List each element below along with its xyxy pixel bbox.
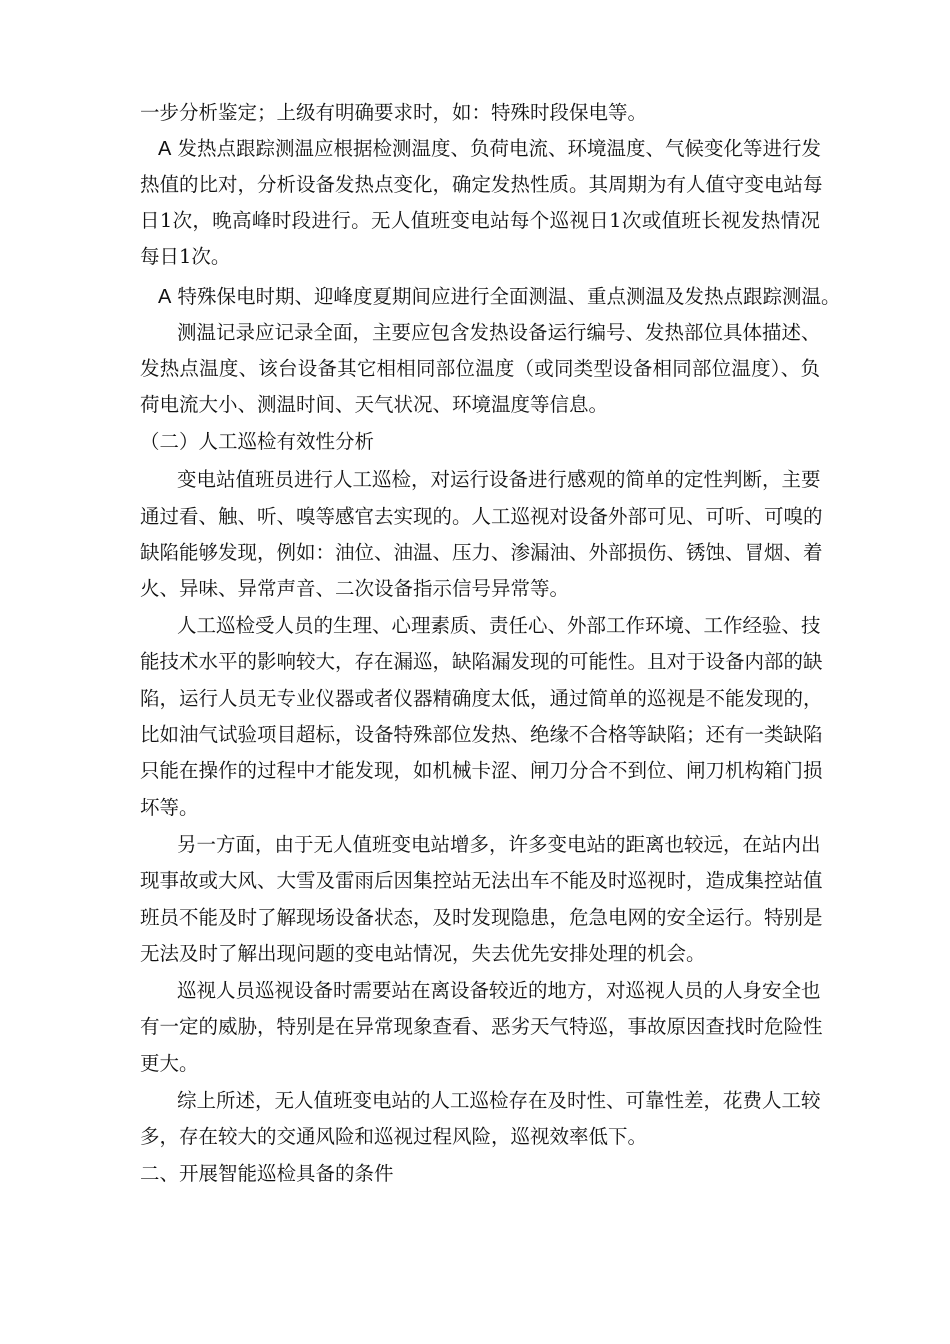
section-heading: 二、开展智能巡检具备的条件 xyxy=(140,1162,394,1185)
bullet-mark: A xyxy=(158,138,172,160)
text-line: 特殊保电时期、迎峰度夏期间应进行全面测温、重点测温及发热点跟踪测温。 xyxy=(177,285,841,308)
text-line: 热值的比对，分析设备发热点变化，确定发热性质。其周期为有人值守变电站每 xyxy=(140,173,823,196)
text-line: 综上所述，无人值班变电站的人工巡检存在及时性、可靠性差，花费人工较 xyxy=(177,1089,821,1112)
text-line: 巡视人员巡视设备时需要站在离设备较近的地方，对巡视人员的人身安全也 xyxy=(177,979,821,1002)
text-line: 变电站值班员进行人工巡检，对运行设备进行感观的简单的定性判断，主要 xyxy=(177,468,821,491)
text-line: 班员不能及时了解现场设备状态，及时发现隐患，危急电网的安全运行。特别是 xyxy=(140,906,823,929)
text-line: 只能在操作的过程中才能发现，如机械卡涩、闸刀分合不到位、闸刀机构箱门损 xyxy=(140,759,823,782)
section-heading: （二）人工巡检有效性分析 xyxy=(140,430,375,453)
text-line: 更大。 xyxy=(140,1052,199,1075)
text-line: 无法及时了解出现问题的变电站情况，失去优先安排处理的机会。 xyxy=(140,942,706,965)
text-line: 日1次，晚高峰时段进行。无人值班变电站每个巡视日1次或值班长视发热情况 xyxy=(140,209,820,232)
text-line: 荷电流大小、测温时间、天气状况、环境温度等信息。 xyxy=(140,393,609,416)
text-line: 每日1次。 xyxy=(140,245,231,268)
text-line: 多，存在较大的交通风险和巡视过程风险，巡视效率低下。 xyxy=(140,1125,648,1148)
text-line: 有一定的威胁，特别是在异常现象查看、恶劣天气特巡，事故原因查找时危险性 xyxy=(140,1015,823,1038)
bullet-line xyxy=(158,285,841,309)
text-line: 坏等。 xyxy=(140,796,199,819)
text-line: 一步分析鉴定；上级有明确要求时，如：特殊时段保电等。 xyxy=(140,101,648,124)
text-line: 另一方面，由于无人值班变电站增多，许多变电站的距离也较远，在站内出 xyxy=(177,833,821,856)
text-line: 发热点跟踪测温应根据检测温度、负荷电流、环境温度、气候变化等进行发 xyxy=(177,137,822,160)
text-line: 测温记录应记录全面，主要应包含发热设备运行编号、发热部位具体描述、 xyxy=(177,321,821,344)
text-line: 人工巡检受人员的生理、心理素质、责任心、外部工作环境、工作经验、技 xyxy=(177,614,821,637)
text-line: 比如油气试验项目超标，设备特殊部位发热、绝缘不合格等缺陷；还有一类缺陷 xyxy=(140,723,823,746)
text-line: 缺陷能够发现，例如：油位、油温、压力、渗漏油、外部损伤、锈蚀、冒烟、着 xyxy=(140,541,823,564)
text-line: 陷，运行人员无专业仪器或者仪器精确度太低，通过简单的巡视是不能发现的， xyxy=(140,687,823,710)
bullet-line xyxy=(158,137,820,161)
text-line: 现事故或大风、大雪及雷雨后因集控站无法出车不能及时巡视时，造成集控站值 xyxy=(140,869,823,892)
text-line: 火、异味、异常声音、二次设备指示信号异常等。 xyxy=(140,577,570,600)
text-line: 能技术水平的影响较大，存在漏巡，缺陷漏发现的可能性。且对于设备内部的缺 xyxy=(140,650,823,673)
text-line: 发热点温度、该台设备其它相相同部位温度（或同类型设备相同部位温度）、负 xyxy=(140,357,820,380)
bullet-mark: A xyxy=(158,286,172,308)
text-line: 通过看、触、听、嗅等感官去实现的。人工巡视对设备外部可见、可听、可嗅的 xyxy=(140,505,823,528)
